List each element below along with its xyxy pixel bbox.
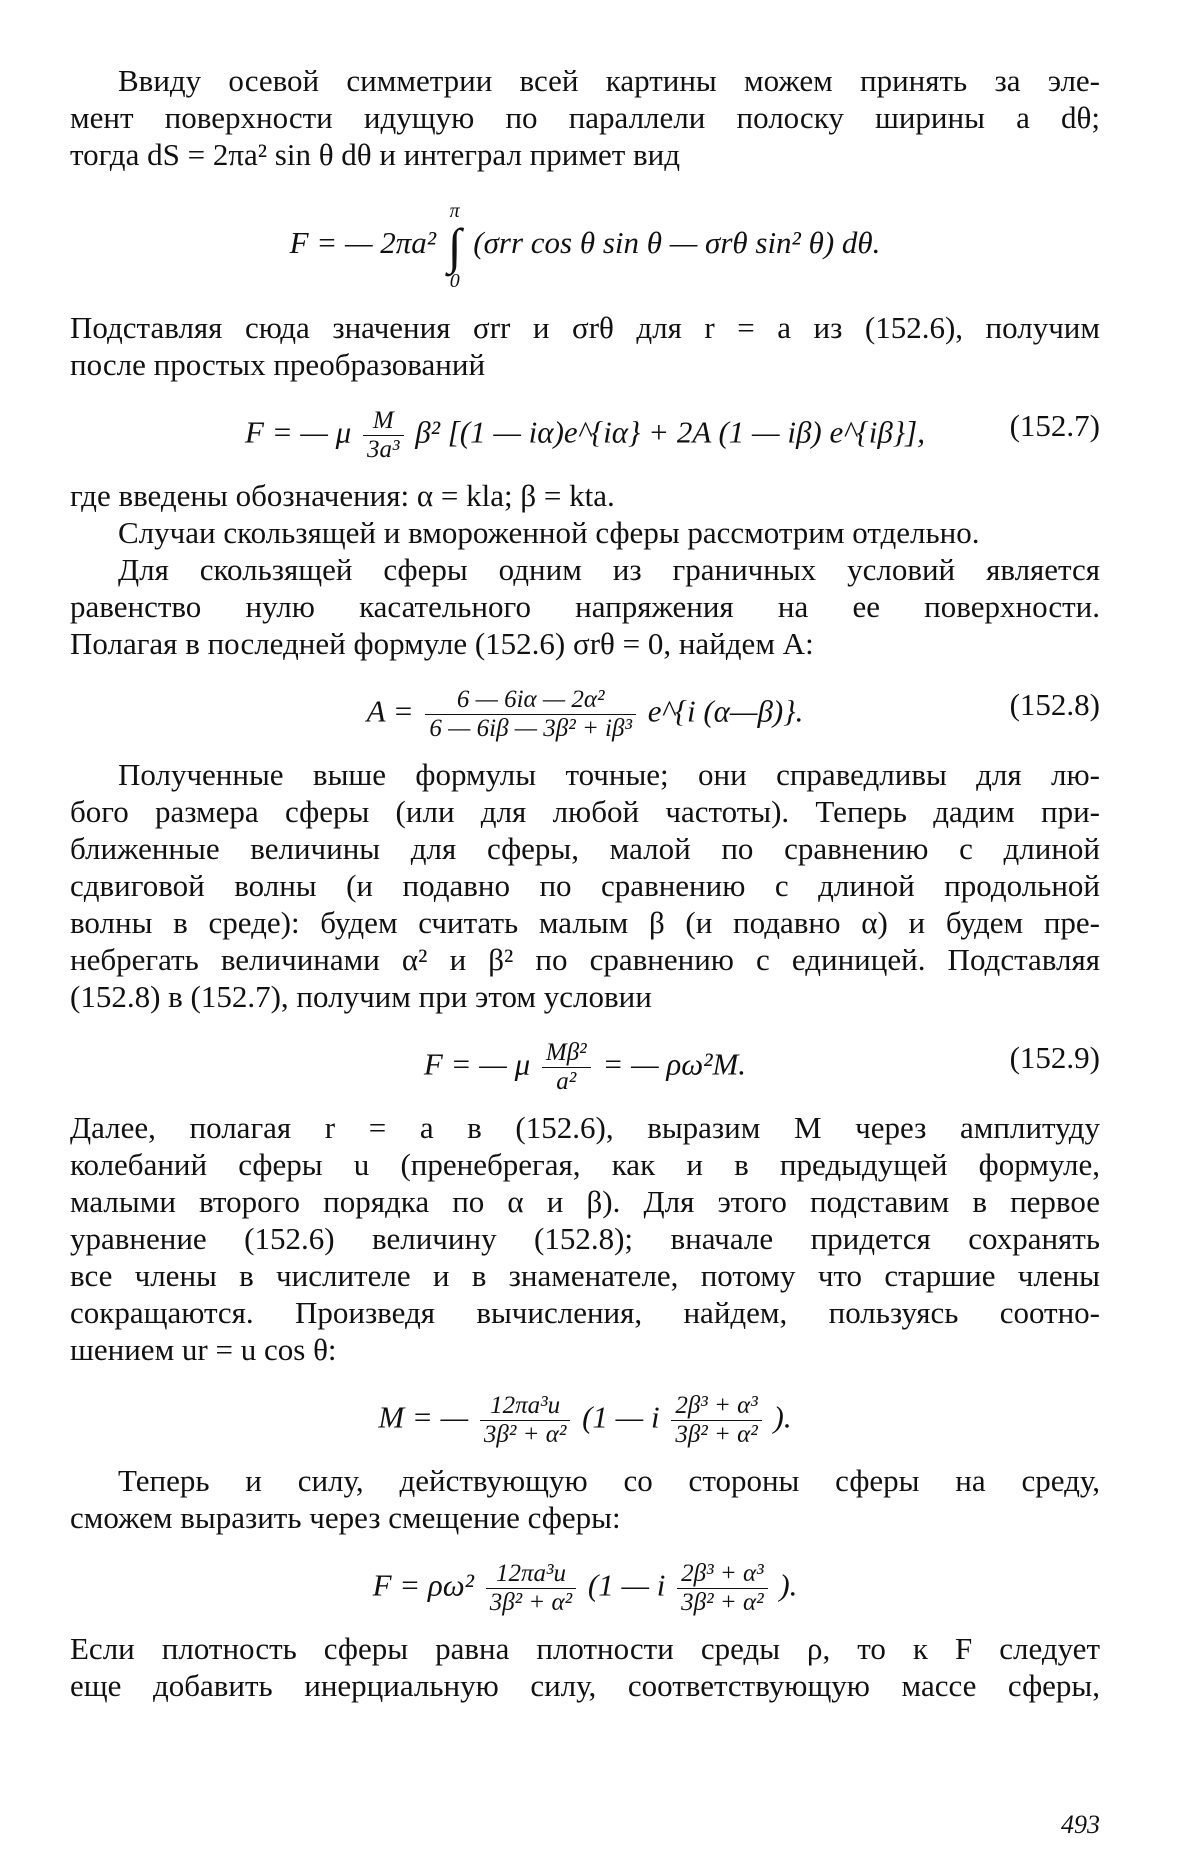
text-line: Подставляя сюда значения σrr и σrθ для r = a из (152.6), получим bbox=[70, 310, 1100, 345]
paragraph-5 bbox=[70, 551, 1100, 662]
text-line: все члены в числителе и в знаменателе, потому что старшие члены bbox=[70, 1258, 1100, 1293]
text-line: волны в среде): будем считать малым β (и подавно α) и будем пре- bbox=[70, 905, 1100, 940]
text-line: сокращаются. Произведя вычисления, найдем, пользуясь соотно- bbox=[70, 1295, 1100, 1330]
text-line: небрегать величинами α² и β² по сравнению с единицей. Подставляя bbox=[70, 942, 1100, 977]
equation-lhs: M = — bbox=[378, 1399, 469, 1435]
integral-upper-limit: π bbox=[449, 200, 460, 222]
equation-middle: (1 — i bbox=[582, 1399, 660, 1435]
equation-m bbox=[70, 1376, 1100, 1454]
equation-lhs: A = bbox=[366, 693, 414, 729]
fraction bbox=[363, 407, 404, 464]
equation-152-9 bbox=[70, 1023, 1100, 1101]
equation-integral bbox=[70, 181, 1100, 301]
text-line: (152.8) в (152.7), получим при этом условии bbox=[70, 979, 652, 1014]
text-line: равенство нулю касательного напряжения на ее поверхности. bbox=[70, 589, 1100, 624]
equation-rhs: ). bbox=[779, 1567, 798, 1603]
text-line: Полагая в последней формуле (152.6) σrθ = 0, найдем A: bbox=[70, 626, 814, 661]
paragraph-6 bbox=[70, 756, 1100, 1015]
fraction bbox=[671, 1392, 761, 1449]
page-number: 493 bbox=[1061, 1810, 1100, 1839]
fraction-denominator: 3β² + α² bbox=[681, 1589, 764, 1616]
equation-label: (152.9) bbox=[1009, 1040, 1100, 1075]
equation-152-7 bbox=[70, 391, 1100, 469]
text-line: ближенные величины для сферы, малой по сравнению с длиной bbox=[70, 831, 1100, 866]
fraction bbox=[486, 1560, 576, 1617]
equation-rhs: e^{i (α—β)}. bbox=[647, 693, 804, 729]
fraction-numerator: 12πa³u bbox=[486, 1560, 576, 1589]
paragraph-3 bbox=[70, 477, 1100, 514]
equation-lhs: F = — 2πa² bbox=[289, 225, 437, 261]
fraction-denominator: 3β² + α² bbox=[489, 1589, 573, 1616]
fraction-denominator: 3β² + α² bbox=[483, 1421, 567, 1448]
text-line: Ввиду осевой симметрии всей картины можем принять за эле- bbox=[118, 63, 1100, 98]
equation-force bbox=[70, 1544, 1100, 1622]
fraction bbox=[425, 686, 636, 743]
equation-label: (152.8) bbox=[1009, 687, 1100, 722]
text-line: тогда dS = 2πa² sin θ dθ и интеграл примет вид bbox=[70, 137, 681, 172]
equation-rhs: (σrr cos θ sin θ — σrθ sin² θ) dθ. bbox=[473, 225, 881, 261]
equation-lhs: F = ρω² bbox=[372, 1567, 474, 1603]
equation-rhs: = — ρω²M. bbox=[602, 1046, 747, 1082]
fraction bbox=[677, 1560, 767, 1617]
fraction-numerator: 6 — 6iα — 2α² bbox=[425, 686, 636, 715]
document-page bbox=[70, 62, 1100, 1704]
text-line: малыми второго порядка по α и β). Для этого подставим в первое bbox=[70, 1184, 1100, 1219]
text-line: Для скользящей сферы одним из граничных условий является bbox=[118, 552, 1100, 587]
paragraph-1 bbox=[70, 62, 1100, 173]
text-line: мент поверхности идущую по параллели полоску ширины a dθ; bbox=[70, 100, 1100, 135]
fraction-denominator: 3a³ bbox=[367, 436, 400, 463]
equation-rhs: β² [(1 — iα)e^{iα} + 2A (1 — iβ) e^{iβ}], bbox=[415, 414, 925, 450]
fraction-numerator: 2β³ + α³ bbox=[677, 1560, 767, 1589]
paragraph-2 bbox=[70, 309, 1100, 383]
equation-152-8 bbox=[70, 670, 1100, 748]
text-line: сдвиговой волны (и подавно по сравнению с длиной продольной bbox=[70, 868, 1100, 903]
equation-label: (152.7) bbox=[1009, 408, 1100, 443]
text-line: колебаний сферы u (пренебрегая, как и в предыдущей формуле, bbox=[70, 1147, 1100, 1182]
text-line: еще добавить инерциальную силу, соответствующую массе сферы, bbox=[70, 1668, 1100, 1703]
fraction bbox=[480, 1392, 570, 1449]
paragraph-9 bbox=[70, 1630, 1100, 1704]
text-line: Полученные выше формулы точные; они справедливы для лю- bbox=[118, 757, 1100, 792]
fraction bbox=[542, 1039, 591, 1096]
equation-rhs: ). bbox=[773, 1399, 792, 1435]
text-line: где введены обозначения: α = kla; β = kta. bbox=[70, 478, 615, 513]
integral-lower-limit: 0 bbox=[449, 270, 460, 292]
fraction-numerator: 2β³ + α³ bbox=[671, 1392, 761, 1421]
text-line: бого размера сферы (или для любой частоты). Теперь дадим при- bbox=[70, 794, 1100, 829]
paragraph-7 bbox=[70, 1109, 1100, 1368]
text-line: сможем выразить через смещение сферы: bbox=[70, 1500, 621, 1535]
text-line: Теперь и силу, действующую со стороны сферы на среду, bbox=[118, 1463, 1100, 1498]
text-line: уравнение (152.6) величину (152.8); вначале придется сохранять bbox=[70, 1221, 1100, 1256]
text-line: Случаи скользящей и вмороженной сферы рассмотрим отдельно. bbox=[118, 515, 980, 550]
text-line: Далее, полагая r = a в (152.6), выразим M через амплитуду bbox=[70, 1110, 1100, 1145]
paragraph-8 bbox=[70, 1462, 1100, 1536]
text-line: Если плотность сферы равна плотности среды ρ, то к F следует bbox=[70, 1631, 1100, 1666]
paragraph-4 bbox=[70, 514, 1100, 551]
text-line: шением ur = u cos θ: bbox=[70, 1332, 337, 1367]
equation-lhs: F = — μ bbox=[423, 1046, 531, 1082]
equation-lhs: F = — μ bbox=[245, 414, 352, 450]
fraction-denominator: 3β² + α² bbox=[675, 1421, 758, 1448]
fraction-numerator: M bbox=[363, 407, 404, 436]
fraction-numerator: Mβ² bbox=[542, 1039, 591, 1068]
integral-sign: π ∫ 0 bbox=[447, 200, 462, 292]
text-line: после простых преобразований bbox=[70, 347, 486, 382]
fraction-denominator: a² bbox=[556, 1068, 577, 1095]
equation-middle: (1 — i bbox=[587, 1567, 666, 1603]
fraction-numerator: 12πa³u bbox=[480, 1392, 570, 1421]
fraction-denominator: 6 — 6iβ — 3β² + iβ³ bbox=[429, 715, 632, 742]
